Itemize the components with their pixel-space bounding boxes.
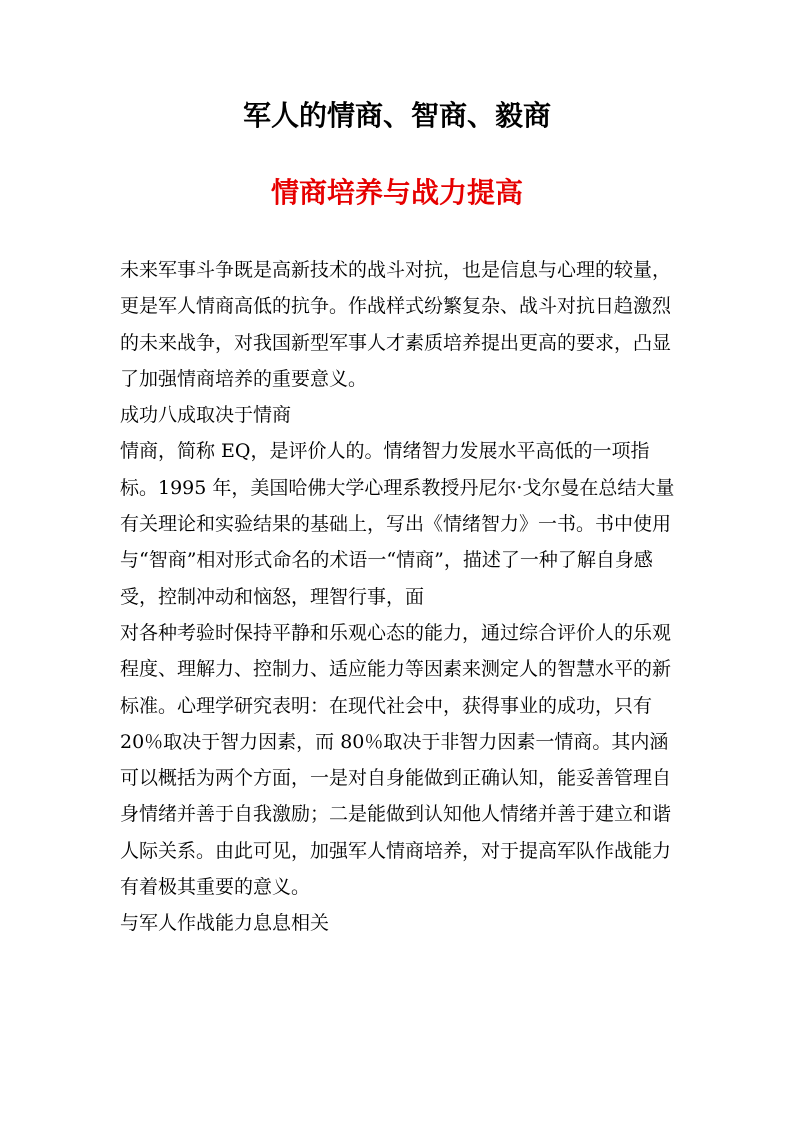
document-title: 军人的情商、智商、毅商 [242,99,551,132]
intro-paragraph: 未来军事斗争既是高新技术的战斗对抗，也是信息与心理的较量，更是军人情商高低的抗争。作战样式纷繁复杂、战斗对抗日趋激烈的未来战争，对我国新型军事人才素质培养提出更高的要求，凸显了加强情商培养的重要意义。 [120,259,672,390]
eq-definition-paragraph: 情商，简称 EQ，是评价人的。情绪智力发展水平高低的一项指标。1995 年，美国哈佛大学心理系教授丹尼尔·戈尔曼在总结大量有关理论和实验结果的基础上，写出《情绪智力》一书。书中使用与“智商”相对形式命名的术语一“情商”，描述了一种了解自身感受，控制冲动和恼怒，理智行事，面 [120,440,675,608]
eq-definition-paragraph-continued: 对各种考验时保持平静和乐观心态的能力，通过综合评价人的乐观程度、理解力、控制力、适应能力等因素来测定人的智慧水平的新标准。心理学研究表明：在现代社会中，获得事业的成功，只有 20％取决于智力因素，而 80％取决于非智力因素一情商。其内涵可以概括为两个方面，一是对自身能做到正确认知，能妥善管理自身情绪并善于自我激励；二是能做到认知他人情绪并善于建立和谐人际关系。由此可见，加强军人情商培养，对于提高军队作战能力有着极其重要的意义。 [120,621,672,899]
section-heading-combat: 与军人作战能力息息相关 [120,912,330,935]
document-subtitle: 情商培养与战力提高 [270,176,523,209]
section-heading-success: 成功八成取决于情商 [120,404,292,427]
document-body [120,252,680,942]
